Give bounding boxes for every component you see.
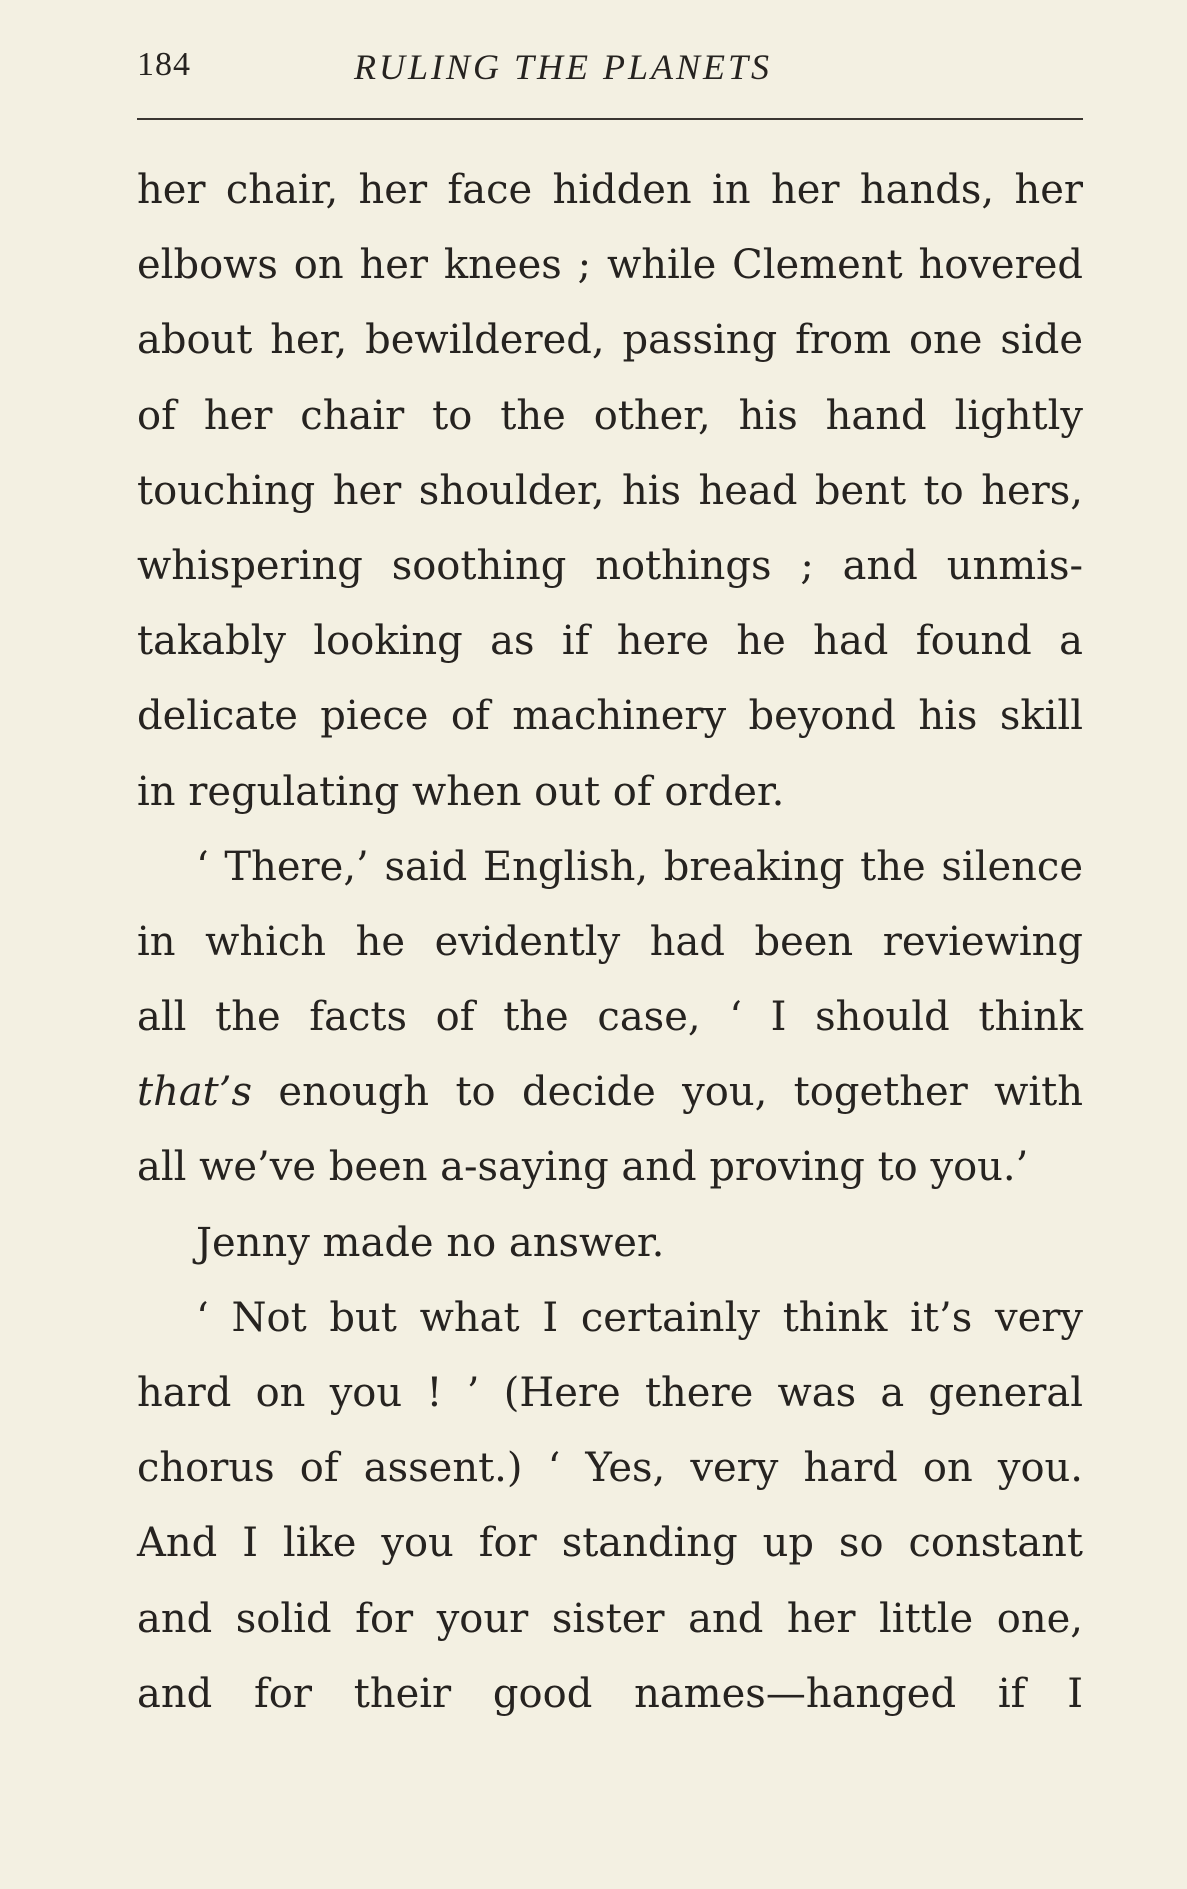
body-text [137,153,1083,1732]
page-number: 184 [137,46,191,83]
text-line: whispering soothing nothings ; and unmis- [137,542,1083,589]
text-line-rest: enough to decide you, together with [278,1069,1084,1116]
running-title: RULING THE PLANETS [354,47,773,87]
text-line: and solid for your sister and her little one, [137,1595,1083,1642]
italic-word: that’s [137,1069,252,1116]
text-line: all we’ve been a-saying and proving to you.’ [137,1144,1029,1191]
text-line: about her, bewildered, passing from one side [137,317,1083,364]
text-line: And I like you for standing up so constant [137,1520,1083,1567]
text-line: elbows on her knees ; while Clement hovered [137,242,1083,289]
text-line: Jenny made no answer. [196,1219,665,1266]
text-line: her chair, her face hidden in her hands, her [137,167,1083,213]
text-line: in which he evidently had been reviewing [137,918,1083,965]
text-line: of her chair to the other, his hand lightly [137,392,1083,439]
text-line: ‘ There,’ said English, breaking the silence [196,843,1083,890]
text-line: in regulating when out of order. [137,768,785,815]
text-line: all the facts of the case, ‘ I should think [137,994,1083,1041]
text-line: takably looking as if here he had found a [137,618,1083,665]
text-line: ‘ Not but what I certainly think it’s very [196,1294,1083,1341]
text-line: delicate piece of machinery beyond his skill [137,693,1083,740]
text-line: and for their good names—hanged if I [137,1670,1083,1717]
text-line: hard on you ! ’ (Here there was a general [137,1370,1083,1416]
header-rule [137,118,1083,120]
text-line-with-italic [137,1055,1083,1130]
text-line: chorus of assent.) ‘ Yes, very hard on you. [137,1445,1083,1492]
text-line: touching her shoulder, his head bent to hers, [137,467,1083,514]
